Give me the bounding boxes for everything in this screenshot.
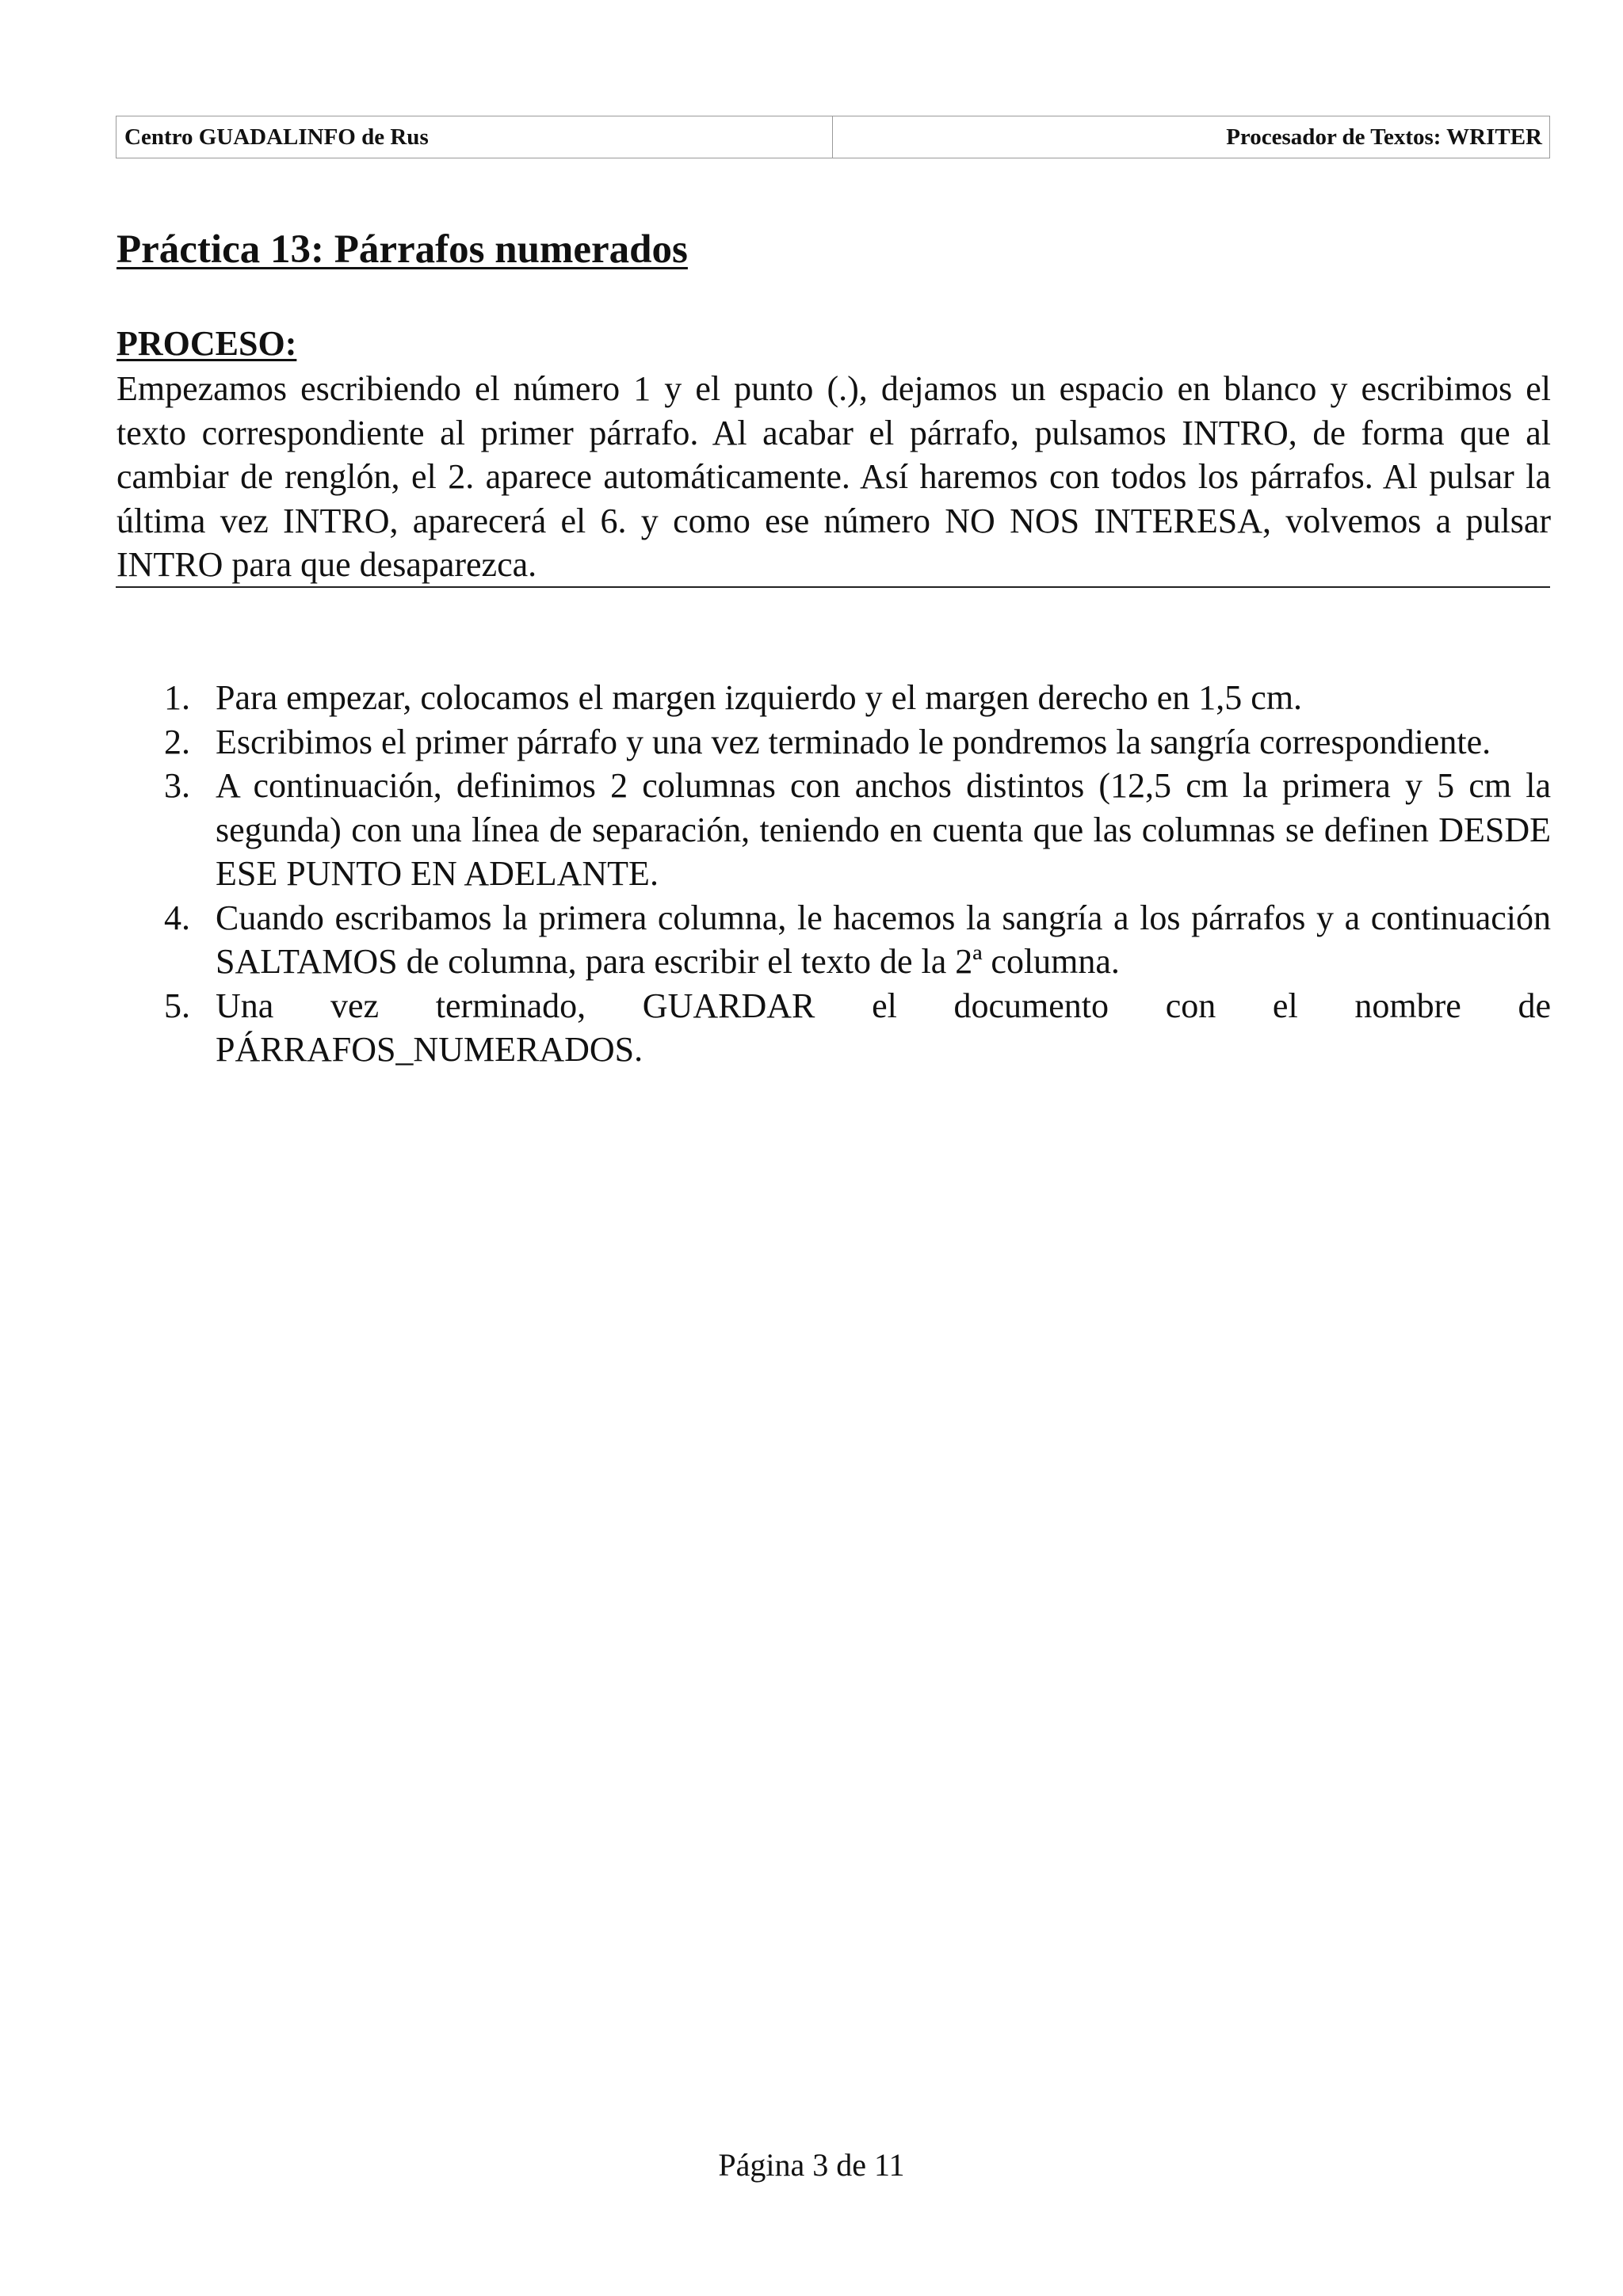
header-right-cell: Procesador de Textos: WRITER (1226, 124, 1542, 150)
numbered-steps-list (116, 676, 1551, 1072)
step-text: Cuando escribamos la primera columna, le hacemos la sangría a los párrafos y a continuación SALTAMOS de columna, para escribir el texto de la 2ª columna. (216, 898, 1551, 981)
step-item-1 (116, 676, 1551, 720)
process-label: PROCESO: (116, 324, 297, 363)
step-text: Una vez terminado, GUARDAR el documento con el nombre de PÁRRAFOS_NUMERADOS. (216, 986, 1551, 1069)
step-item-4 (116, 896, 1551, 984)
step-text: A continuación, definimos 2 columnas con anchos distintos (12,5 cm la primera y 5 cm la segunda) con una línea de separación, teniendo en cuenta que las columnas se definen DESDE ESE PUNTO EN ADELANTE. (216, 766, 1551, 893)
step-text: Para empezar, colocamos el margen izquierdo y el margen derecho en 1,5 cm. (216, 678, 1303, 717)
step-number: 1. (164, 678, 190, 717)
step-number: 5. (164, 986, 190, 1025)
step-text: Escribimos el primer párrafo y una vez terminado le pondremos la sangría correspondiente. (216, 722, 1491, 761)
page-header (116, 116, 1550, 158)
page-number-footer: Página 3 de 11 (718, 2147, 905, 2183)
header-left-cell: Centro GUADALINFO de Rus (116, 116, 833, 158)
step-number: 3. (164, 766, 190, 805)
process-paragraph: Empezamos escribiendo el número 1 y el punto (.), dejamos un espacio en blanco y escribimos el texto correspondiente al primer párrafo. Al acabar el párrafo, pulsamos INTRO, de forma que al cambiar de renglón, el 2. aparece automáticamente. Así haremos con todos los párrafos. Al pulsar la última vez INTRO, aparecerá el 6. y como ese número NO NOS INTERESA, volvemos a pulsar INTRO para que desaparezca. (116, 369, 1551, 584)
step-item-5 (116, 984, 1551, 1072)
step-number: 2. (164, 722, 190, 761)
section-divider (116, 586, 1550, 588)
document-title: Práctica 13: Párrafos numerados (116, 227, 688, 272)
step-item-3 (116, 764, 1551, 896)
step-item-2 (116, 720, 1551, 765)
step-number: 4. (164, 898, 190, 937)
